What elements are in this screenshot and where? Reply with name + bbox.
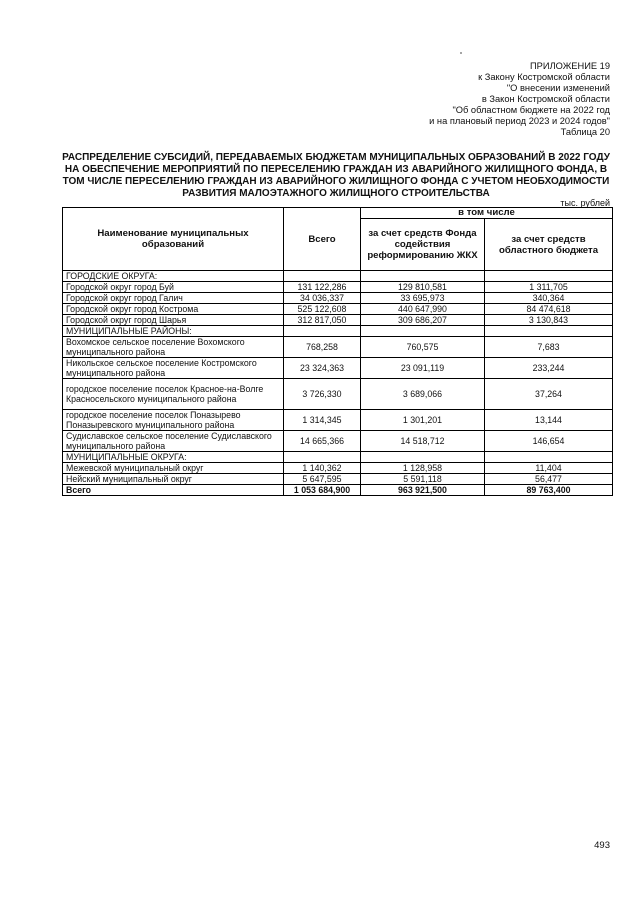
row-fund: 440 647,990 (361, 304, 485, 315)
row-total: 3 726,330 (284, 379, 361, 410)
table-row (63, 315, 613, 326)
total-row (63, 485, 613, 496)
row-name: Нейский муниципальный округ (63, 474, 284, 485)
annex-line: Таблица 20 (560, 127, 610, 137)
row-name: городское поселение поселок Красное-на-Волге Красносельского муниципального района (63, 379, 284, 410)
section-label: МУНИЦИПАЛЬНЫЕ ОКРУГА: (63, 452, 284, 463)
row-total: 768,258 (284, 337, 361, 358)
total-fund: 963 921,500 (361, 485, 485, 496)
header-total: Всего (284, 208, 361, 271)
row-name: Городской округ город Кострома (63, 304, 284, 315)
table-row (63, 431, 613, 452)
row-total: 312 817,050 (284, 315, 361, 326)
row-fund: 760,575 (361, 337, 485, 358)
row-total: 34 036,337 (284, 293, 361, 304)
header-regional: за счет средств областного бюджета (485, 219, 613, 271)
row-fund: 33 695,973 (361, 293, 485, 304)
row-fund: 129 810,581 (361, 282, 485, 293)
row-regional: 13,144 (485, 410, 613, 431)
row-regional: 84 474,618 (485, 304, 613, 315)
row-regional: 7,683 (485, 337, 613, 358)
annex-line: "Об областном бюджете на 2022 год (452, 105, 610, 115)
document-title: РАСПРЕДЕЛЕНИЕ СУБСИДИЙ, ПЕРЕДАВАЕМЫХ БЮДЖЕТАМ МУНИЦИПАЛЬНЫХ ОБРАЗОВАНИЙ В 2022 ГОДУ НА ОБЕСПЕЧЕНИЕ МЕРОПРИЯТИЙ ПО ПЕРЕСЕЛЕНИЮ ГРАЖДАН ИЗ АВАРИЙНОГО ЖИЛИЩНОГО ФОНДА, В ТОМ ЧИСЛЕ ПЕРЕСЕЛЕНИЮ ГРАЖДАН ИЗ АВАРИЙНОГО ЖИЛИЩНОГО ФОНДА С УЧЕТОМ НЕОБХОДИМОСТИ РАЗВИТИЯ МАЛОЭТАЖНОГО ЖИЛИЩНОГО СТРОИТЕЛЬСТВА (62, 152, 610, 199)
row-name: Городской округ город Шарья (63, 315, 284, 326)
row-fund: 23 091,119 (361, 358, 485, 379)
units-label: тыс. рублей (560, 198, 610, 208)
row-regional: 56,477 (485, 474, 613, 485)
row-fund: 14 518,712 (361, 431, 485, 452)
row-name: Судиславское сельское поселение Судиславского муниципального района (63, 431, 284, 452)
table-row (63, 282, 613, 293)
page-number: 493 (594, 840, 610, 851)
row-regional: 340,364 (485, 293, 613, 304)
row-name: Межевской муниципальный округ (63, 463, 284, 474)
table-row (63, 337, 613, 358)
annex-line: "О внесении изменений (506, 83, 610, 93)
header-fund: за счет средств Фонда содействия реформированию ЖКХ (361, 219, 485, 271)
total-label: Всего (63, 485, 284, 496)
section-row (63, 326, 613, 337)
annex-line: к Закону Костромской области (478, 72, 610, 82)
section-row (63, 271, 613, 282)
row-name: Никольское сельское поселение Костромского муниципального района (63, 358, 284, 379)
subsidy-table (62, 207, 613, 496)
row-total: 14 665,366 (284, 431, 361, 452)
row-fund: 1 128,958 (361, 463, 485, 474)
total-total: 1 053 684,900 (284, 485, 361, 496)
table-row (63, 358, 613, 379)
row-name: Городской округ город Буй (63, 282, 284, 293)
table-row (63, 410, 613, 431)
annex-line: и на плановый период 2023 и 2024 годов" (429, 116, 610, 126)
annex-line: в Закон Костромской области (481, 94, 610, 104)
table-row (63, 293, 613, 304)
row-fund: 5 591,118 (361, 474, 485, 485)
row-total: 1 140,362 (284, 463, 361, 474)
row-fund: 1 301,201 (361, 410, 485, 431)
header-name: Наименование муниципальных образований (63, 208, 284, 271)
total-regional: 89 763,400 (485, 485, 613, 496)
row-regional: 146,654 (485, 431, 613, 452)
row-name: городское поселение поселок Поназырево Поназыревского муниципального района (63, 410, 284, 431)
scan-speck (460, 52, 462, 54)
row-regional: 1 311,705 (485, 282, 613, 293)
row-name: Вохомское сельское поселение Вохомского муниципального района (63, 337, 284, 358)
header-including: в том числе (361, 208, 613, 219)
row-total: 1 314,345 (284, 410, 361, 431)
table-row (63, 463, 613, 474)
section-row (63, 452, 613, 463)
table-row (63, 379, 613, 410)
row-fund: 309 686,207 (361, 315, 485, 326)
row-regional: 37,264 (485, 379, 613, 410)
section-label: ГОРОДСКИЕ ОКРУГА: (63, 271, 284, 282)
row-total: 525 122,608 (284, 304, 361, 315)
section-label: МУНИЦИПАЛЬНЫЕ РАЙОНЫ: (63, 326, 284, 337)
row-fund: 3 689,066 (361, 379, 485, 410)
row-regional: 233,244 (485, 358, 613, 379)
table-row (63, 304, 613, 315)
row-regional: 3 130,843 (485, 315, 613, 326)
table-row (63, 474, 613, 485)
row-regional: 11,404 (485, 463, 613, 474)
annex-header (429, 61, 610, 138)
row-total: 131 122,286 (284, 282, 361, 293)
annex-line: ПРИЛОЖЕНИЕ 19 (530, 61, 610, 71)
row-name: Городской округ город Галич (63, 293, 284, 304)
row-total: 5 647,595 (284, 474, 361, 485)
row-total: 23 324,363 (284, 358, 361, 379)
